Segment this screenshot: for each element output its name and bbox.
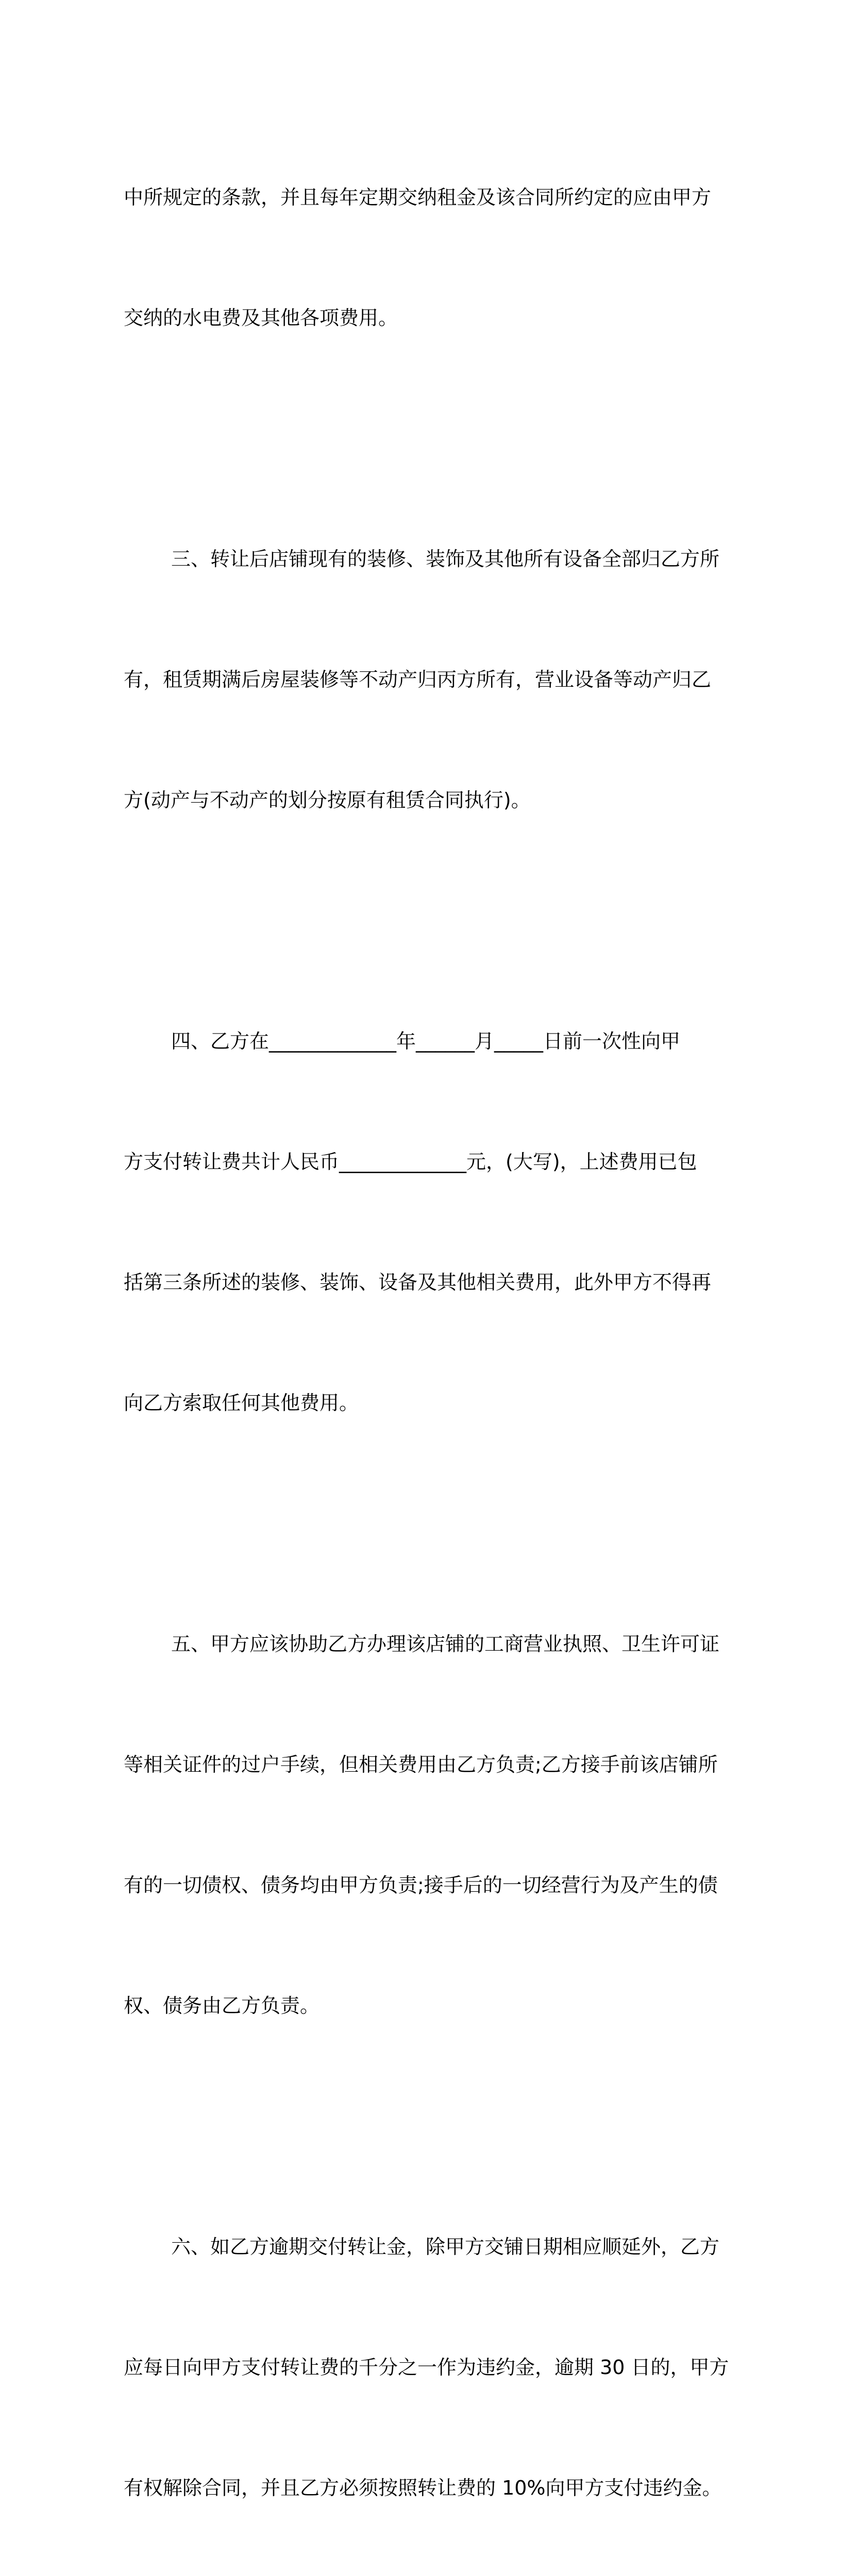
text-line: 有的一切债权、债务均由甲方负责;接手后的一切经营行为及产生的债 bbox=[124, 1874, 718, 1896]
text-line: 四、乙方在_____________年______月_____日前一次性向甲 bbox=[171, 1030, 681, 1053]
text-line: 五、甲方应该协助乙方办理该店铺的工商营业执照、卫生许可证 bbox=[171, 1633, 720, 1655]
text-line: 方(动产与不动产的划分按原有租赁合同执行)。 bbox=[124, 789, 531, 811]
text-line: 向乙方索取任何其他费用。 bbox=[124, 1392, 359, 1414]
text-line: 权、债务由乙方负责。 bbox=[124, 1994, 320, 2017]
text-line: 有，租赁期满后房屋装修等不动产归丙方所有，营业设备等动产归乙 bbox=[124, 668, 712, 691]
text-line: 应每日向甲方支付转让费的千分之一作为违约金，逾期 30 日的，甲方 bbox=[124, 2356, 729, 2379]
paragraph-clause-5 bbox=[124, 1544, 742, 2106]
document-body bbox=[124, 97, 742, 2576]
text-line: 方支付转让费共计人民币_____________元，(大写)，上述费用已包 bbox=[124, 1150, 697, 1173]
text-line: 三、转让后店铺现有的装修、装饰及其他所有设备全部归乙方所 bbox=[171, 548, 720, 570]
paragraph-clause-3 bbox=[124, 459, 742, 901]
paragraph-clause-4 bbox=[124, 941, 742, 1503]
paragraph-clause-6 bbox=[124, 2146, 742, 2576]
text-line: 交纳的水电费及其他各项费用。 bbox=[124, 307, 398, 329]
text-line: 等相关证件的过户手续，但相关费用由乙方负责;乙方接手前该店铺所 bbox=[124, 1753, 718, 1776]
paragraph-continuation bbox=[124, 97, 742, 418]
text-line: 六、如乙方逾期交付转让金，除甲方交铺日期相应顺延外，乙方 bbox=[171, 2235, 720, 2258]
text-line: 有权解除合同，并且乙方必须按照转让费的 10%向甲方支付违约金。 bbox=[124, 2477, 722, 2499]
text-line: 括第三条所述的装修、装饰、设备及其他相关费用，此外甲方不得再 bbox=[124, 1271, 712, 1294]
text-line: 中所规定的条款，并且每年定期交纳租金及该合同所约定的应由甲方 bbox=[124, 186, 712, 209]
